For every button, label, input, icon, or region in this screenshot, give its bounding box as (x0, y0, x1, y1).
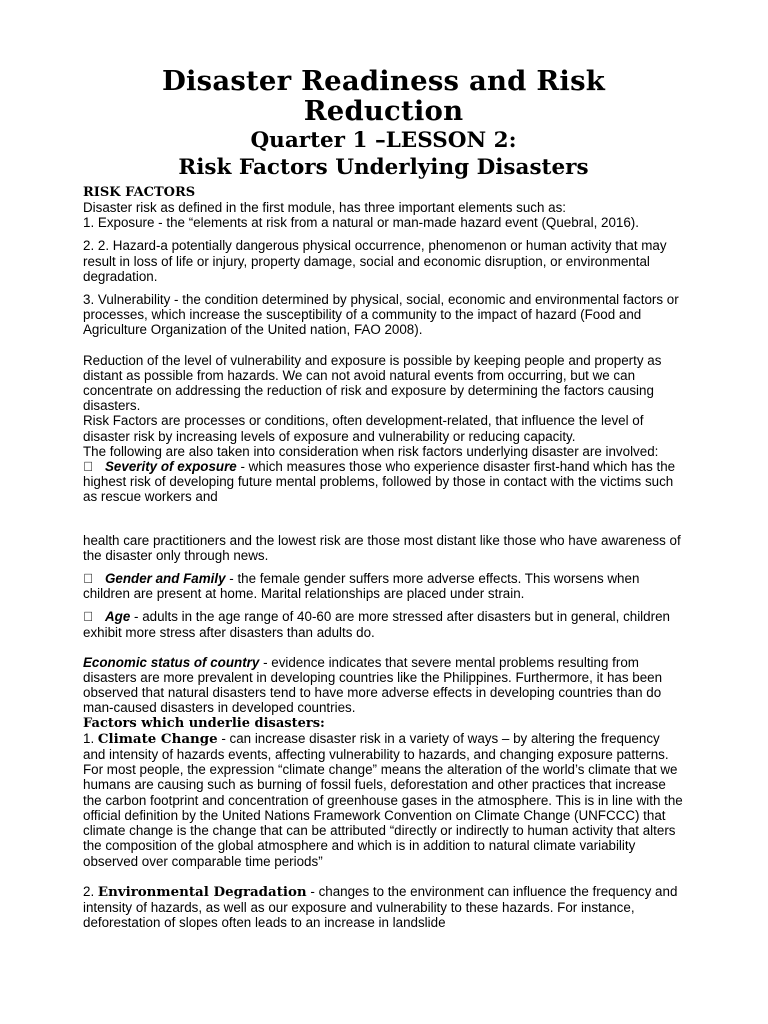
paragraph-climate-change (83, 731, 684, 869)
section-heading-risk-factors: RISK FACTORS (83, 184, 196, 200)
paragraph-economic (83, 655, 684, 716)
bullet-icon (83, 459, 105, 474)
paragraph-environmental-degradation (83, 884, 684, 931)
document-title: Disaster Readiness and Risk Reduction (161, 65, 606, 128)
text-climate-change: - can increase disaster risk in a variety of ways – by altering the frequency and intensity of hazards events, affecting vulnerability to hazards, and changing exposure patterns. For most people, the expression “climate change” means the alteration of the world’s climate that we humans are causing such as burning of fossil fuels, deforestation and other practices that increase the carbon footprint and concentration of greenhouse gases in the atmosphere. This is in line with the official definition by the United Nations Framework Convention on Climate Change (UNFCCC) that climate change is the change that can be attributed “directly or indirectly to human activity that alters the composition of the global atmosphere and which is in addition to natural climate variability observed over comparable time periods” (83, 730, 683, 869)
text-severity: - which measures those who experience disaster first-hand which has the highest risk of developing future mental problems, followed by those in contact with the victims such as rescue workers and (83, 459, 676, 505)
text-age: - adults in the age range of 40-60 are more stressed after disasters but in general, children exhibit more stress after disasters than adults do. (83, 609, 670, 640)
bullet-icon (83, 609, 105, 624)
bullet-icon (83, 571, 105, 586)
term-economic: Economic status of country (83, 654, 260, 670)
number-environment: 2. (83, 883, 98, 899)
term-climate-change: Climate Change (97, 730, 218, 747)
number-climate: 1. (83, 730, 98, 746)
text-environmental-degradation: - changes to the environment can influence the frequency and intensity of hazards, as well as our exposure and vulnerability to these hazards. For instance, deforestation of slopes often leads to an increase in landslide (83, 883, 678, 931)
paragraph-reduction: Reduction of the level of vulnerability and exposure is possible by keeping people and property as distant as possible from hazards. We can not avoid natural events from occurring, but we can concentrate on addressing the reduction of risk and exposure by determining the factors causing disasters. (83, 352, 662, 414)
list-item-vulnerability: 3. Vulnerability - the condition determined by physical, social, economic and environmental factors or processes, which increase the susceptibility of a community to the impact of hazard (Food and Agriculture Organization of the United nation, FAO 2008). (83, 292, 679, 338)
term-environmental-degradation: Environmental Degradation (97, 883, 307, 900)
list-item-hazard: 2. 2. Hazard-a potentially dangerous physical occurrence, phenomenon or human activity that may result in loss of life or injury, property damage, social and economic disruption, or environmental degradation. (83, 238, 667, 284)
paragraph-intro: Disaster risk as defined in the first module, has three important elements such as: (83, 199, 567, 215)
paragraph-consideration: The following are also taken into consideration when risk factors underlying disaster are involved: (83, 443, 659, 459)
list-item-exposure: 1. Exposure - the “elements at risk from a natural or man-made hazard event (Quebral, 2016). (83, 215, 639, 231)
bullet-gender (83, 571, 684, 601)
lesson-topic: Risk Factors Underlying Disasters (178, 155, 589, 181)
term-age: Age (105, 609, 131, 625)
text-gender: - the female gender suffers more adverse effects. This worsens when children are present at home. Marital relationships are placed under strain. (83, 571, 640, 602)
term-severity: Severity of exposure (105, 459, 237, 475)
paragraph-severity-continued: health care practitioners and the lowest risk are those most distant like those who have awareness of the disaster only through news. (83, 532, 681, 563)
document-body (83, 185, 684, 931)
lesson-label: Quarter 1 –LESSON 2: (250, 127, 517, 153)
bullet-severity (83, 459, 684, 505)
text-economic: - evidence indicates that severe mental problems resulting from disasters are more prevalent in developing countries like the Philippines. Furthermore, it has been observed that natural disasters tend to have more adverse effects in developing countries than do man-caused disasters in developed countries. (83, 654, 663, 716)
paragraph-risk-definition: Risk Factors are processes or conditions, often development-related, that influence the level of disaster risk by increasing levels of exposure and vulnerability or reducing capacity. (83, 413, 644, 444)
section-heading-underlying: Factors which underlie disasters: (83, 715, 325, 731)
term-gender: Gender and Family (105, 571, 226, 587)
bullet-age (83, 609, 684, 639)
